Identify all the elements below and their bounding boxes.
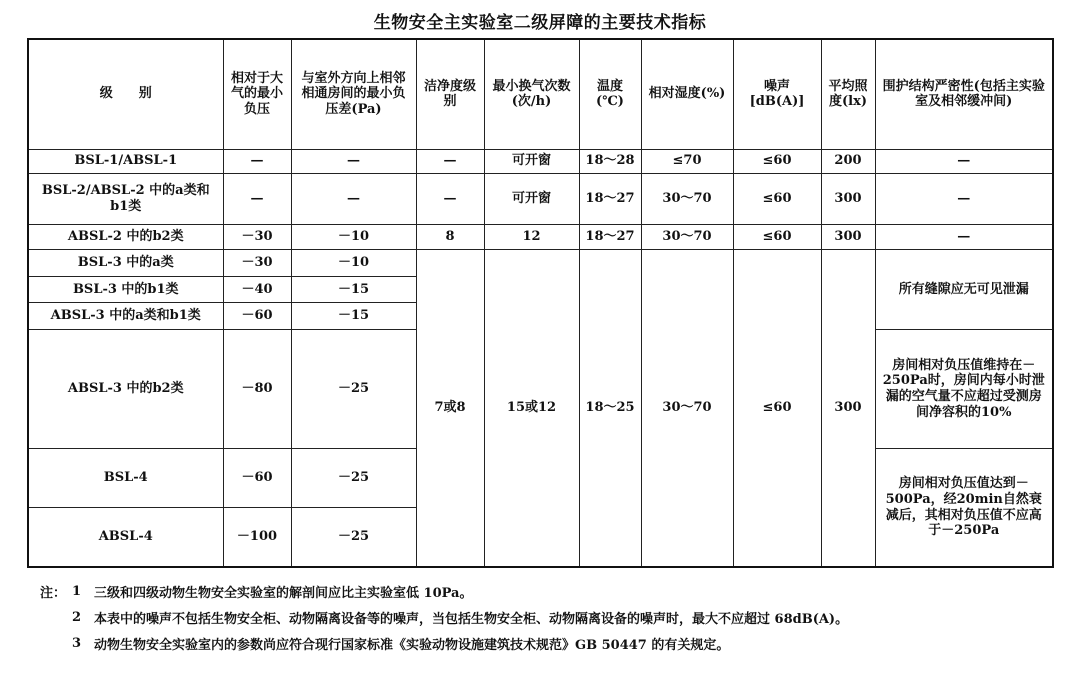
cell-humidity: 30～70	[641, 224, 733, 249]
cell-noise-merged: ≤60	[733, 250, 821, 567]
cell-level: ABSL-2 中的b2类	[28, 224, 223, 249]
cell-adj-diff: －15	[291, 276, 416, 303]
cell-level: ABSL-4	[28, 508, 223, 567]
cell-cleanliness-merged: 7或8	[416, 250, 484, 567]
cell-tightness-bsl3: 所有缝隙应无可见泄漏	[875, 250, 1053, 330]
cell-illuminance: 200	[821, 149, 875, 173]
spec-table	[27, 38, 1054, 568]
note-item	[40, 578, 1070, 604]
header-min-pressure: 相对于大气的最小负压	[223, 39, 291, 149]
notes	[40, 578, 1070, 656]
cell-adj-diff: －10	[291, 224, 416, 249]
cell-min-pressure: －60	[223, 303, 291, 330]
cell-humidity: ≤70	[641, 149, 733, 173]
cell-air-changes: 12	[484, 224, 579, 249]
cell-noise: ≤60	[733, 224, 821, 249]
cell-level: BSL-3 中的a类	[28, 250, 223, 277]
cell-tightness: —	[875, 224, 1053, 249]
cell-temp: 18～27	[579, 173, 641, 224]
cell-min-pressure: —	[223, 149, 291, 173]
header-level: 级 别	[28, 39, 223, 149]
cell-min-pressure: －100	[223, 508, 291, 567]
cell-min-pressure: －30	[223, 250, 291, 277]
cell-adj-diff: －10	[291, 250, 416, 277]
header-humidity: 相对湿度(%)	[641, 39, 733, 149]
cell-tightness-absl3-b2: 房间相对负压值维持在－250Pa时，房间内每小时泄漏的空气量不应超过受测房间净容积的10%	[875, 329, 1053, 448]
header-air-changes: 最小换气次数(次/h)	[484, 39, 579, 149]
cell-air-changes-merged: 15或12	[484, 250, 579, 567]
cell-adj-diff: －25	[291, 449, 416, 508]
note-text: 三级和四级动物生物安全实验室的解剖间应比主实验室低 10Pa。	[94, 585, 473, 601]
note-item	[40, 630, 1070, 656]
cell-temp: 18～27	[579, 224, 641, 249]
cell-air-changes: 可开窗	[484, 149, 579, 173]
cell-level: BSL-1/ABSL-1	[28, 149, 223, 173]
cell-min-pressure: －80	[223, 329, 291, 448]
cell-noise: ≤60	[733, 149, 821, 173]
note-number: 2	[72, 609, 82, 625]
table-title: 生物安全主实验室二级屏障的主要技术指标	[373, 13, 707, 33]
header-temperature: 温度(℃)	[579, 39, 641, 149]
header-noise: 噪声[dB(A)]	[733, 39, 821, 149]
cell-tightness-level4: 房间相对负压值达到－500Pa，经20min自然衰减后，其相对负压值不应高于－250Pa	[875, 449, 1053, 567]
cell-humidity-merged: 30～70	[641, 250, 733, 567]
table-row	[28, 224, 1053, 249]
cell-illuminance-merged: 300	[821, 250, 875, 567]
note-text: 本表中的噪声不包括生物安全柜、动物隔离设备等的噪声，当包括生物安全柜、动物隔离设备的噪声时，最大不应超过 68dB(A)。	[94, 611, 849, 627]
cell-temp-merged: 18～25	[579, 250, 641, 567]
cell-adj-diff: －15	[291, 303, 416, 330]
cell-air-changes: 可开窗	[484, 173, 579, 224]
header-cleanliness: 洁净度级别	[416, 39, 484, 149]
cell-level: BSL-2/ABSL-2 中的a类和b1类	[28, 173, 223, 224]
cell-adj-diff: －25	[291, 508, 416, 567]
cell-min-pressure: －30	[223, 224, 291, 249]
header-adjacent-pressure-diff: 与室外方向上相邻相通房间的最小负压差(Pa)	[291, 39, 416, 149]
cell-level: BSL-3 中的b1类	[28, 276, 223, 303]
cell-cleanliness: —	[416, 149, 484, 173]
header-illuminance: 平均照度(lx)	[821, 39, 875, 149]
cell-humidity: 30～70	[641, 173, 733, 224]
cell-level: ABSL-3 中的b2类	[28, 329, 223, 448]
cell-min-pressure: －60	[223, 449, 291, 508]
cell-level: BSL-4	[28, 449, 223, 508]
note-number: 1	[72, 583, 82, 599]
cell-min-pressure: —	[223, 173, 291, 224]
cell-adj-diff: —	[291, 149, 416, 173]
table-row	[28, 173, 1053, 224]
note-item	[40, 604, 1070, 630]
cell-adj-diff: —	[291, 173, 416, 224]
note-text: 动物生物安全实验室内的参数尚应符合现行国家标准《实验动物设施建筑技术规范》GB 50447 的有关规定。	[94, 637, 730, 653]
cell-cleanliness: 8	[416, 224, 484, 249]
note-prefix: 注：	[40, 585, 67, 601]
cell-tightness: —	[875, 173, 1053, 224]
table-row	[28, 149, 1053, 173]
cell-temp: 18～28	[579, 149, 641, 173]
cell-level: ABSL-3 中的a类和b1类	[28, 303, 223, 330]
cell-noise: ≤60	[733, 173, 821, 224]
cell-adj-diff: －25	[291, 329, 416, 448]
cell-min-pressure: －40	[223, 276, 291, 303]
cell-illuminance: 300	[821, 224, 875, 249]
header-row	[28, 39, 1053, 149]
header-tightness: 围护结构严密性(包括主实验室及相邻缓冲间)	[875, 39, 1053, 149]
note-number: 3	[72, 635, 82, 651]
table-row	[28, 250, 1053, 277]
cell-cleanliness: —	[416, 173, 484, 224]
cell-tightness: —	[875, 149, 1053, 173]
cell-illuminance: 300	[821, 173, 875, 224]
